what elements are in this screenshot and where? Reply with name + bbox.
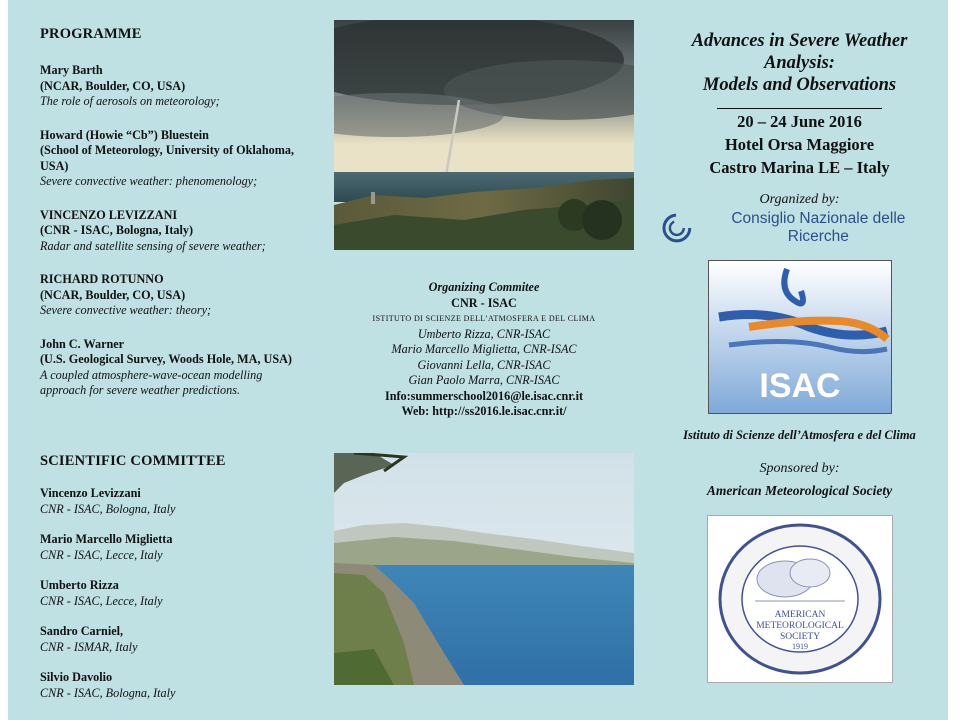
- speaker-talk: The role of aerosols on meteorology;: [40, 94, 220, 108]
- member-affiliation: CNR - ISAC, Bologna, Italy: [40, 685, 176, 700]
- committee-member: [40, 486, 310, 517]
- organizing-institute: ISTITUTO DI SCIENZE DELL’ATMOSFERA E DEL CLIMA: [372, 314, 596, 323]
- ams-seal-line: METEOROLOGICAL: [755, 621, 844, 631]
- sponsored-by-label: Sponsored by:: [759, 461, 840, 476]
- event-place: Castro Marina LE – Italy: [709, 158, 890, 177]
- organizing-committee: [334, 280, 634, 420]
- scientific-committee-heading: SCIENTIFIC COMMITTEE: [40, 453, 226, 469]
- speaker-name: Howard (Howie “Cb”) Bluestein: [40, 127, 209, 142]
- event-dates: 20 – 24 June 2016: [737, 112, 862, 131]
- programme-heading: PROGRAMME: [40, 26, 142, 42]
- organized-by-label: Organized by:: [759, 192, 840, 207]
- member-affiliation: CNR - ISAC, Lecce, Italy: [40, 547, 163, 562]
- isac-logo: [708, 260, 892, 414]
- event-info-column: [662, 30, 937, 683]
- speaker-entry: [40, 128, 310, 190]
- waterspout-photo: [334, 20, 634, 250]
- speaker-affiliation: (U.S. Geological Survey, Woods Hole, MA, USA): [40, 352, 292, 366]
- speaker-talk: Severe convective weather: phenomenology;: [40, 174, 258, 188]
- member-affiliation: CNR - ISAC, Bologna, Italy: [40, 501, 176, 516]
- scientific-committee: [40, 453, 310, 716]
- speaker-name: Mary Barth: [40, 63, 103, 77]
- event-title-line: Advances in Severe Weather: [691, 31, 908, 51]
- ams-seal-line: 1919: [791, 642, 808, 651]
- event-title: [662, 30, 937, 96]
- speaker-talk: Severe convective weather: theory;: [40, 303, 212, 317]
- event-title-line: Models and Observations: [702, 75, 897, 95]
- member-affiliation: CNR - ISMAR, Italy: [40, 639, 138, 654]
- programme-column: [40, 26, 310, 417]
- brochure-sheet: [8, 0, 948, 720]
- cnr-logo: [662, 210, 937, 246]
- speaker-talk: A coupled atmosphere-wave-ocean modelling approach for severe weather predictions.: [40, 367, 263, 397]
- cnr-logo-icon: [662, 213, 692, 243]
- website-link[interactable]: Web: http://ss2016.le.isac.cnr.it/: [401, 404, 567, 418]
- speaker-entry: [40, 63, 310, 110]
- committee-member: [40, 578, 310, 609]
- title-divider: [717, 108, 882, 109]
- member-affiliation: CNR - ISAC, Lecce, Italy: [40, 593, 163, 608]
- coast-photo: [334, 453, 634, 685]
- organizing-committee-title: Organizing Commitee: [428, 280, 540, 294]
- speaker-affiliation: (CNR - ISAC, Bologna, Italy): [40, 223, 194, 237]
- speaker-talk: Radar and satellite sensing of severe weather;: [40, 238, 266, 253]
- organizing-member: Giovanni Lella, CNR-ISAC: [417, 357, 551, 372]
- ams-seal: [707, 515, 893, 683]
- speaker-entry: [40, 208, 310, 255]
- cnr-name: Consiglio Nazionale delle Ricerche: [731, 210, 906, 245]
- organizing-member: Umberto Rizza, CNR-ISAC: [417, 326, 551, 341]
- info-email[interactable]: Info:summerschool2016@le.isac.cnr.it: [384, 388, 584, 403]
- sponsor-name: American Meteorological Society: [706, 483, 893, 498]
- speaker-name: VINCENZO LEVIZZANI: [40, 207, 178, 222]
- isac-logo-text: ISAC: [758, 367, 841, 405]
- speaker-affiliation: (School of Meteorology, University of Oklahoma, USA): [40, 143, 294, 173]
- member-name: Sandro Carniel,: [40, 624, 124, 638]
- committee-member: [40, 624, 310, 655]
- organizing-org: CNR - ISAC: [451, 295, 517, 310]
- member-name: Umberto Rizza: [40, 578, 119, 592]
- speaker-entry: [40, 272, 310, 319]
- member-name: Silvio Davolio: [40, 670, 113, 684]
- speaker-name: John C. Warner: [40, 336, 125, 351]
- isac-full-name: Istituto di Scienze dell’Atmosfera e del Clima: [683, 428, 916, 442]
- speaker-entry: [40, 337, 310, 399]
- committee-member: [40, 670, 310, 701]
- speaker-affiliation: (NCAR, Boulder, CO, USA): [40, 287, 186, 302]
- event-title-line: Analysis:: [764, 53, 835, 73]
- ams-seal-line: AMERICAN: [774, 610, 825, 620]
- ams-seal-line: SOCIETY: [779, 632, 820, 642]
- organizing-member: Gian Paolo Marra, CNR-ISAC: [408, 373, 560, 387]
- member-name: Vincenzo Levizzani: [40, 486, 141, 500]
- member-name: Mario Marcello Miglietta: [40, 532, 173, 546]
- speaker-name: RICHARD ROTUNNO: [40, 272, 164, 286]
- organizing-member: Mario Marcello Miglietta, CNR-ISAC: [391, 342, 577, 356]
- committee-member: [40, 532, 310, 563]
- event-venue: Hotel Orsa Maggiore: [724, 135, 875, 154]
- speaker-affiliation: (NCAR, Boulder, CO, USA): [40, 78, 186, 93]
